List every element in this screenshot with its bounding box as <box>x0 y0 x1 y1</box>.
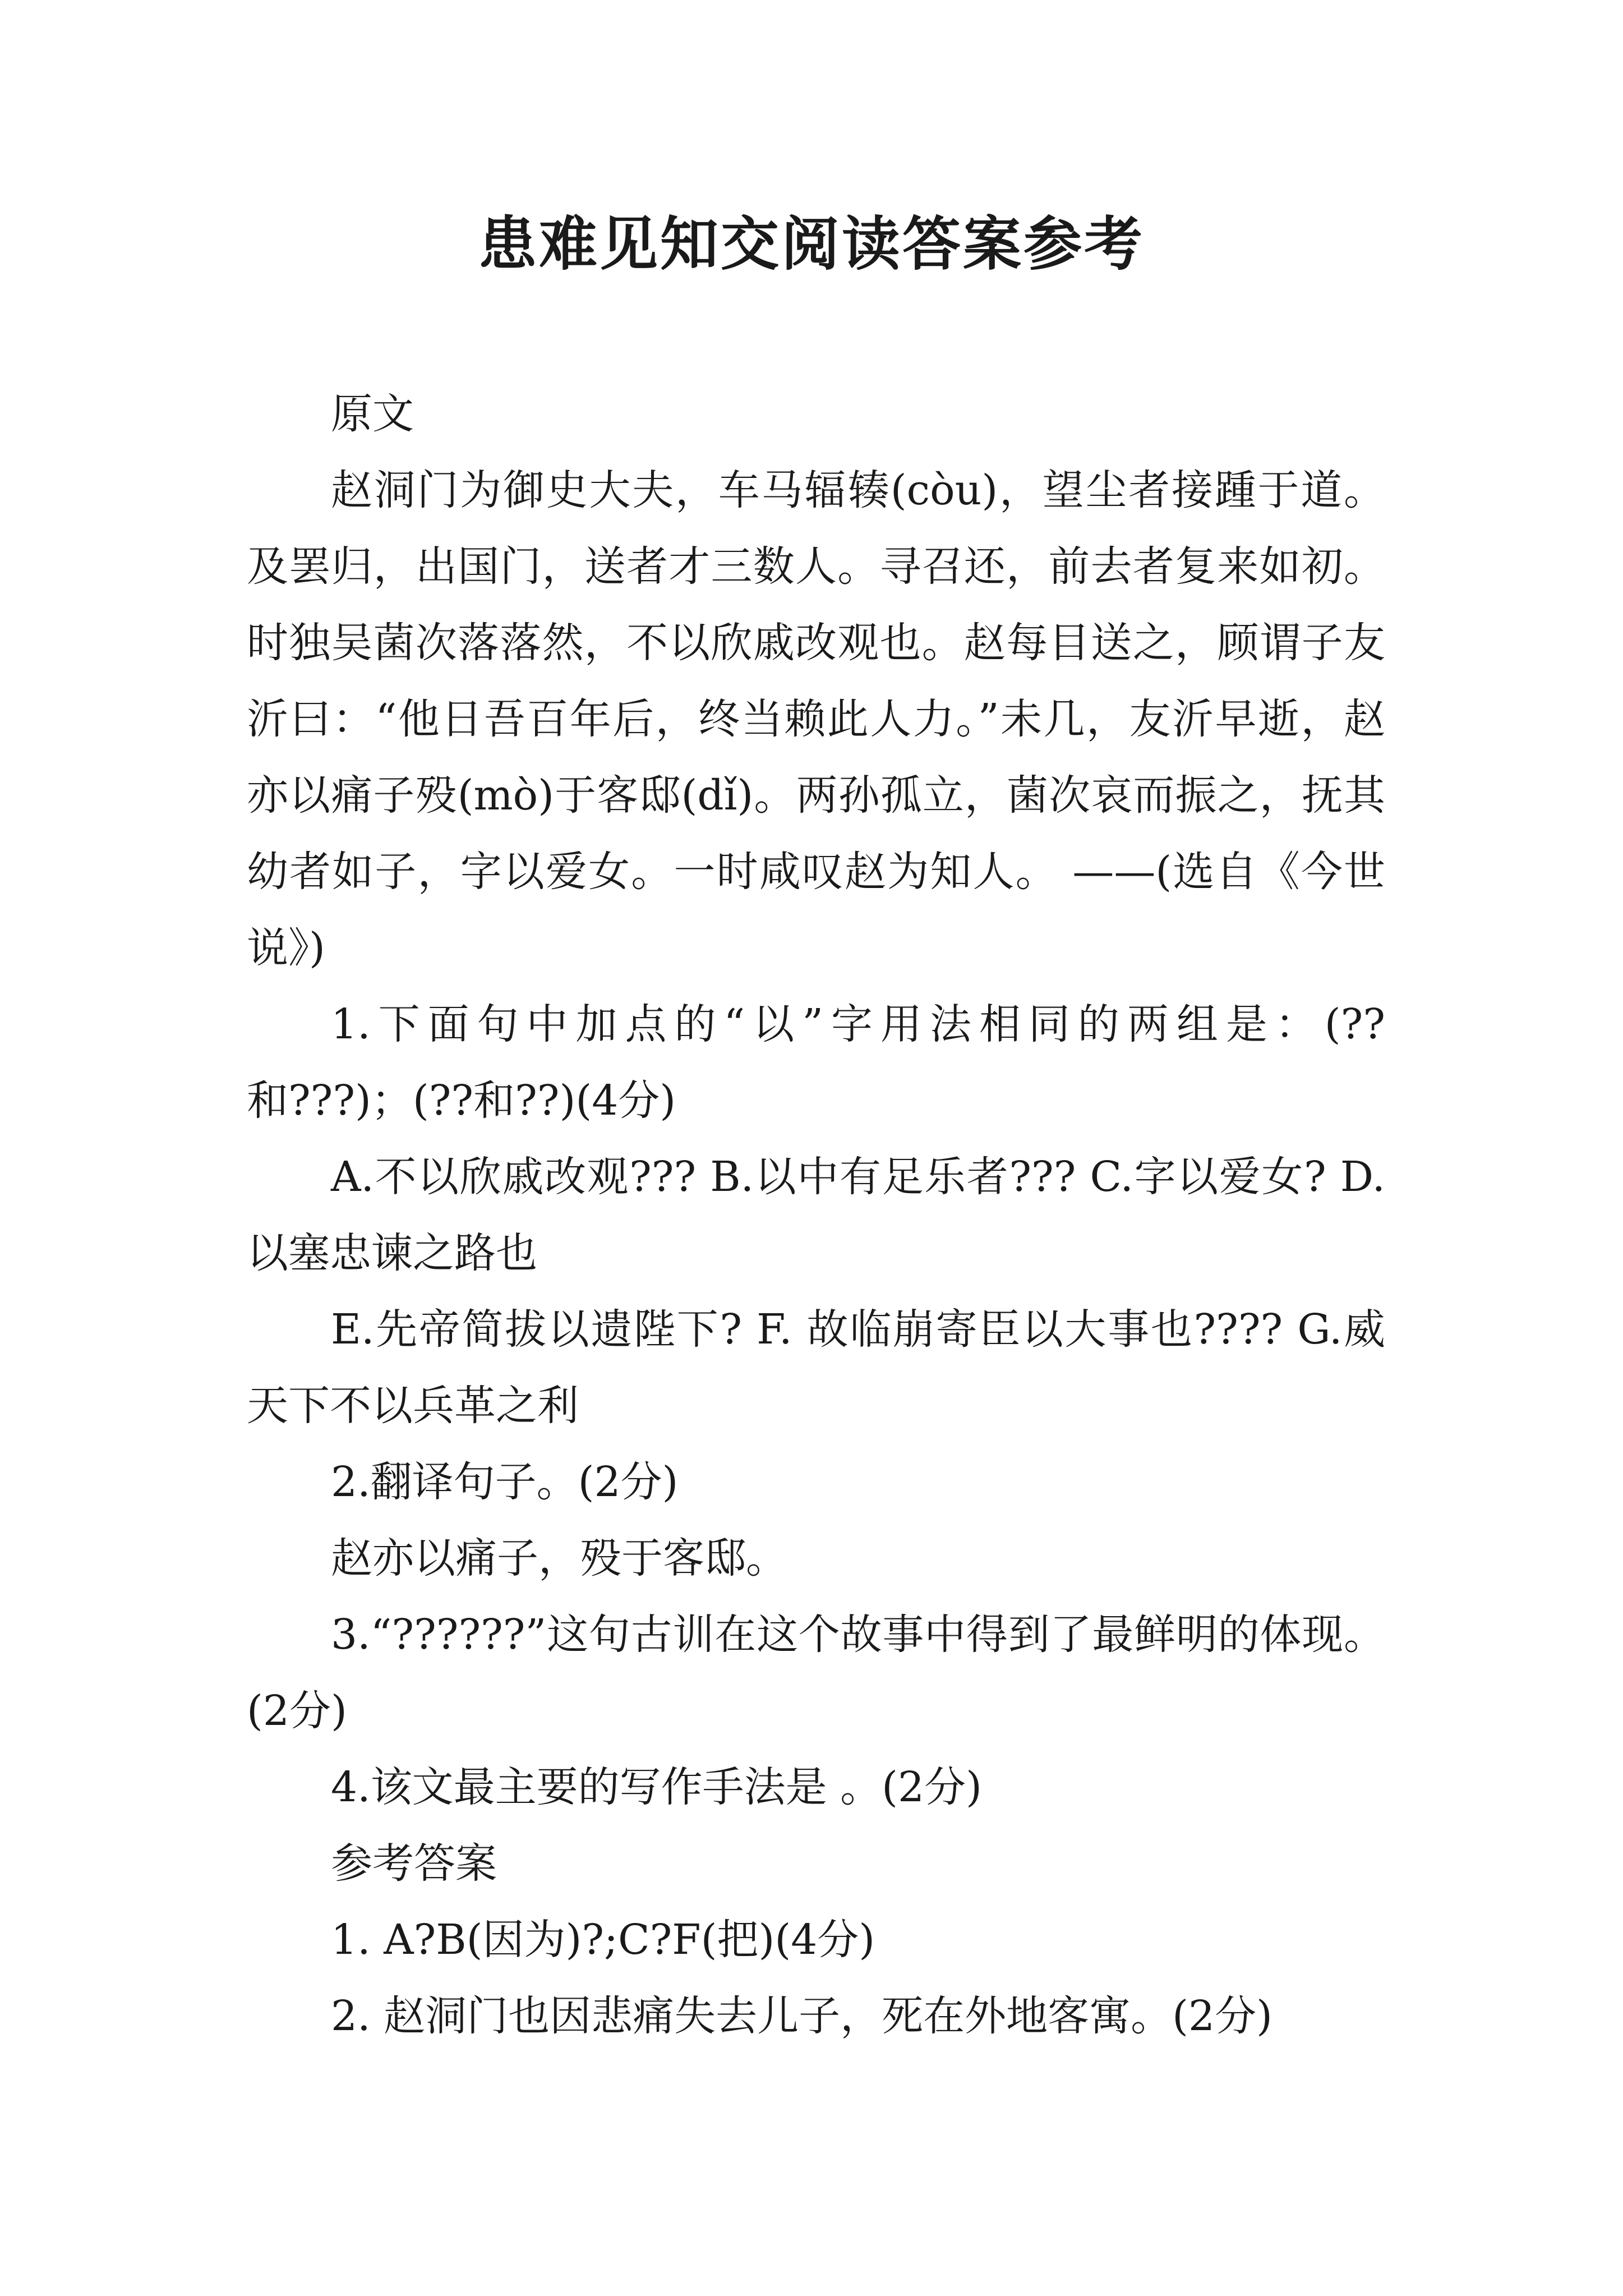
paragraph-answer-2: 2. 赵洞门也因悲痛失去儿子，死在外地客寓。(2分) <box>331 1992 1272 2040</box>
paragraph-sentence-to-translate: 赵亦以痛子，殁于客邸。 <box>331 1534 787 1582</box>
document-body <box>247 376 1385 2054</box>
paragraph-answer-1: 1. A?B(因为)?;C?F(把)(4分) <box>331 1916 875 1964</box>
paragraph-heading-original: 原文 <box>331 390 414 438</box>
document-title: 患难见知交阅读答案参考 <box>478 209 1145 278</box>
paragraph-options-a-d: A.不以欣戚改观??? B.以中有足乐者??? C.字以爱女? D.以塞忠谏之路也 <box>247 1153 1385 1277</box>
paragraph-question-1: 1.下面句中加点的“以”字用法相同的两组是：(??和???)；(??和??)(4分) <box>247 1000 1385 1125</box>
paragraph-original-text: 赵洞门为御史大夫，车马辐辏(còu)，望尘者接踵于道。及罢归，出国门，送者才三数人。寻召还，前去者复来如初。时独吴菌次落落然，不以欣戚改观也。赵每目送之，顾谓子友沂曰：“他日吾百年后，终当赖此人力。”未几，友沂早逝，赵亦以痛子殁(mò)于客邸(dǐ)。两孙孤立，菌次哀而振之，抚其幼者如子，字以爱女。一时咸叹赵为知人。 ——(选自《今世说》) <box>247 466 1385 972</box>
paragraph-question-4: 4.该文最主要的写作手法是 。(2分) <box>331 1763 982 1811</box>
paragraph-options-e-g: E.先帝简拔以遗陛下? F. 故临崩寄臣以大事也???? G.威天下不以兵革之利 <box>247 1305 1385 1430</box>
paragraph-heading-answers: 参考答案 <box>331 1839 497 1888</box>
paragraph-question-2: 2.翻译句子。(2分) <box>331 1458 679 1506</box>
paragraph-question-3: 3.“??????”这句古训在这个故事中得到了最鲜明的体现。(2分) <box>247 1611 1385 1735</box>
